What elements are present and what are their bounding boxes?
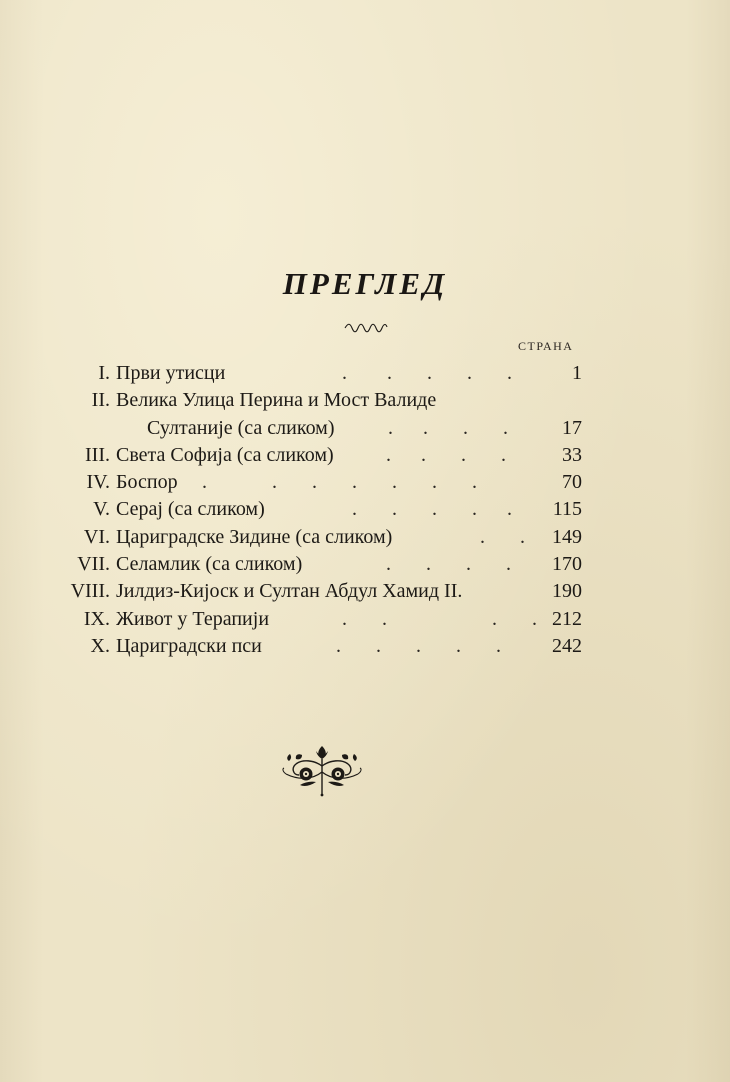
toc-entry <box>70 524 590 551</box>
toc-entry-page: 33 <box>562 443 582 466</box>
dot-leader: . . <box>480 525 525 548</box>
toc-entry-title: Живот у Терапији <box>116 607 270 630</box>
toc-entry-number: X. <box>90 634 110 657</box>
page-column-label: СТРАНА <box>518 339 574 353</box>
toc-entry-page: 170 <box>552 553 582 576</box>
toc-entry-page: 242 <box>552 634 582 657</box>
toc-entry-page: 212 <box>552 607 582 630</box>
toc-entry-number: I. <box>98 362 110 384</box>
toc-entry <box>70 442 590 469</box>
dot-leader: . . . . . . . <box>202 471 477 494</box>
toc-entry-number: III. <box>85 443 110 466</box>
toc-entry-page: 70 <box>562 471 582 494</box>
toc-entry-title: Света Софија (са сликом) <box>116 443 334 466</box>
toc-entry-title: Први утисци <box>116 362 226 384</box>
toc-entry-title: Цариградски пси <box>116 634 262 657</box>
toc-entry-title: Цариградске Зидине (са сликом) <box>116 525 393 548</box>
toc-entry <box>70 606 590 633</box>
toc-entry-number: V. <box>93 498 110 521</box>
squiggle-ornament-icon <box>344 322 388 334</box>
toc-entry-page: 17 <box>562 416 582 439</box>
toc-entry-number: IX. <box>83 607 110 630</box>
toc-entry <box>70 387 590 414</box>
toc-entry-page: 149 <box>552 525 582 548</box>
toc-entry <box>70 469 590 496</box>
toc-entry <box>70 578 590 605</box>
toc-entry <box>70 496 590 523</box>
toc-entry-page: 115 <box>552 498 582 521</box>
toc-entry-title: Велика Улица Перина и Мост Валиде <box>116 389 437 412</box>
toc-entry-title: Серај (са сликом) <box>116 498 265 521</box>
toc-entry-number: II. <box>91 389 110 412</box>
dot-leader: . . . . . <box>352 498 512 521</box>
toc-entry-page: 190 <box>552 580 582 603</box>
dot-leader: . . . . <box>386 553 511 576</box>
dot-leader: . . . . . <box>342 362 512 384</box>
toc-entry <box>70 551 590 578</box>
toc-entry-title: Селамлик (са сликом) <box>116 553 303 576</box>
toc-entry-number: VIII. <box>70 580 110 603</box>
dot-leader: . . . . <box>342 607 537 630</box>
dot-leader: . . . . . <box>336 634 501 657</box>
toc-entry-title: Јилдиз-Кијоск и Султан Абдул Хамид II. <box>116 580 463 603</box>
toc-entry <box>70 360 590 387</box>
toc-entry-title: Султаније (са сликом) <box>147 416 335 439</box>
toc-entry-number: VI. <box>83 525 110 548</box>
toc-entry-title: Боспор <box>116 471 178 494</box>
dot-leader: . . . . <box>388 416 508 439</box>
toc-entry <box>70 633 590 660</box>
toc-entry-number: IV. <box>86 471 110 494</box>
floral-ornament-icon <box>280 742 364 798</box>
toc-entry-number: VII. <box>77 553 110 576</box>
toc-entry-page: 1 <box>572 362 582 384</box>
table-of-contents <box>70 360 590 660</box>
page-title: ПРЕГЛЕД <box>282 266 448 301</box>
toc-entry <box>70 415 590 442</box>
dot-leader: . . . . <box>386 443 506 466</box>
